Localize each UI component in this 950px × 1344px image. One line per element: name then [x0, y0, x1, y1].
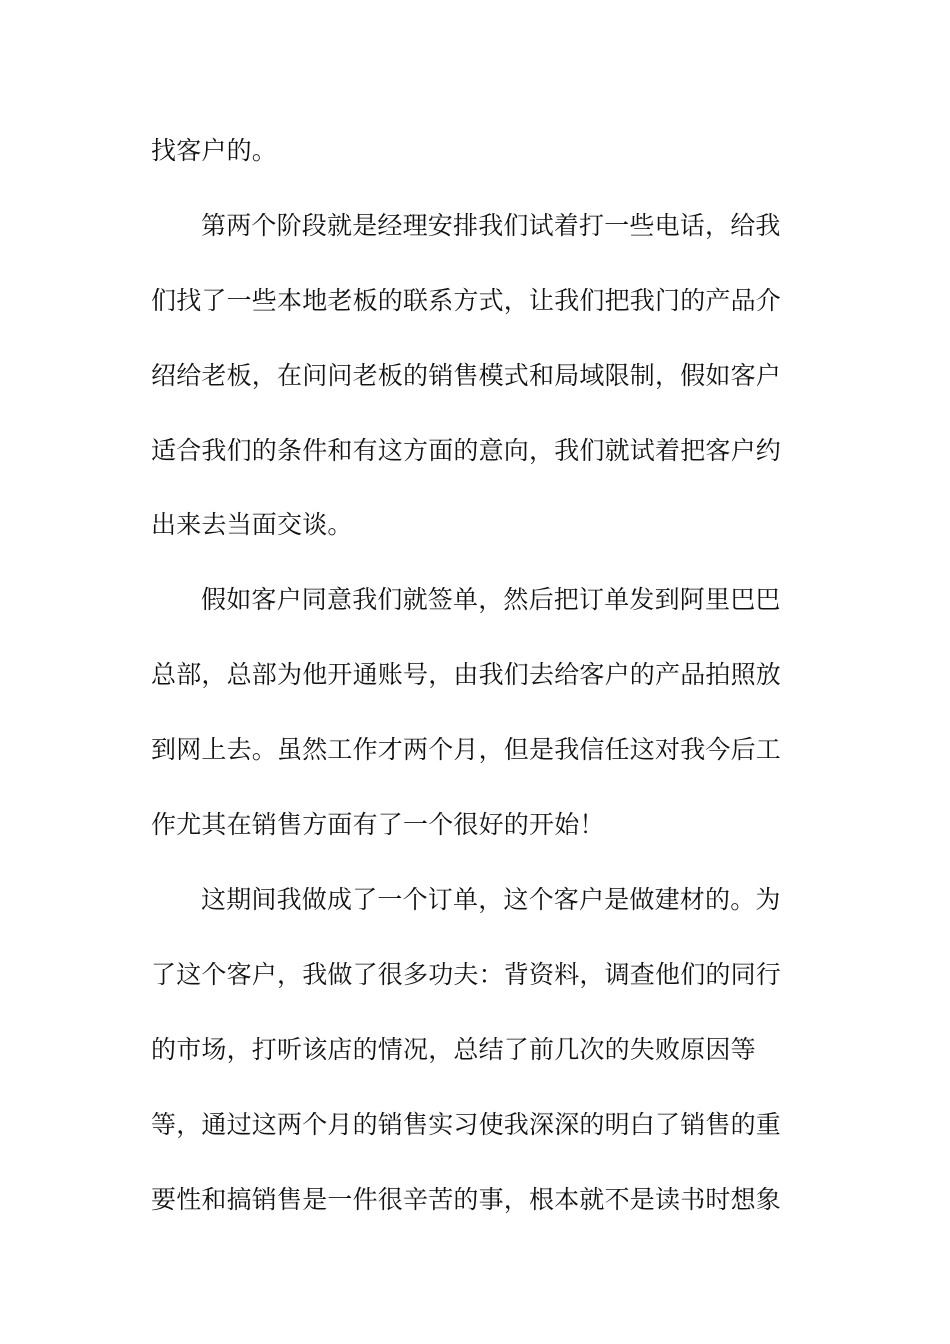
text-line: 要性和搞销售是一件很辛苦的事，根本就不是读书时想象 [151, 1185, 782, 1214]
text-line: 等，通过这两个月的销售实习使我深深的明白了销售的重 [151, 1110, 782, 1139]
paragraph-first-line: 这期间我做成了一个订单，这个客户是做建材的。为 [201, 885, 781, 914]
text-line: 总部，总部为他开通账号，由我们去给客户的产品拍照放 [151, 660, 782, 689]
paragraph-first-line: 第两个阶段就是经理安排我们试着打一些电话，给我 [201, 211, 781, 240]
paragraph-first-line: 假如客户同意我们就签单，然后把订单发到阿里巴巴 [201, 585, 781, 614]
text-line: 了这个客户，我做了很多功夫：背资料，调查他们的同行 [151, 960, 782, 989]
text-line: 作尤其在销售方面有了一个很好的开始！ [151, 810, 605, 839]
text-line: 出来去当面交谈。 [151, 510, 353, 539]
text-line: 到网上去。虽然工作才两个月，但是我信任这对我今后工 [151, 735, 782, 764]
text-line: 的市场，打听该店的情况，总结了前几次的失败原因等 [151, 1035, 756, 1064]
text-line: 们找了一些本地老板的联系方式，让我们把我门的产品介 [151, 286, 782, 315]
text-line: 适合我们的条件和有这方面的意向，我们就试着把客户约 [151, 436, 782, 465]
text-line: 找客户的。 [151, 136, 278, 165]
text-line: 绍给老板，在问问老板的销售模式和局域限制，假如客户 [151, 361, 782, 390]
